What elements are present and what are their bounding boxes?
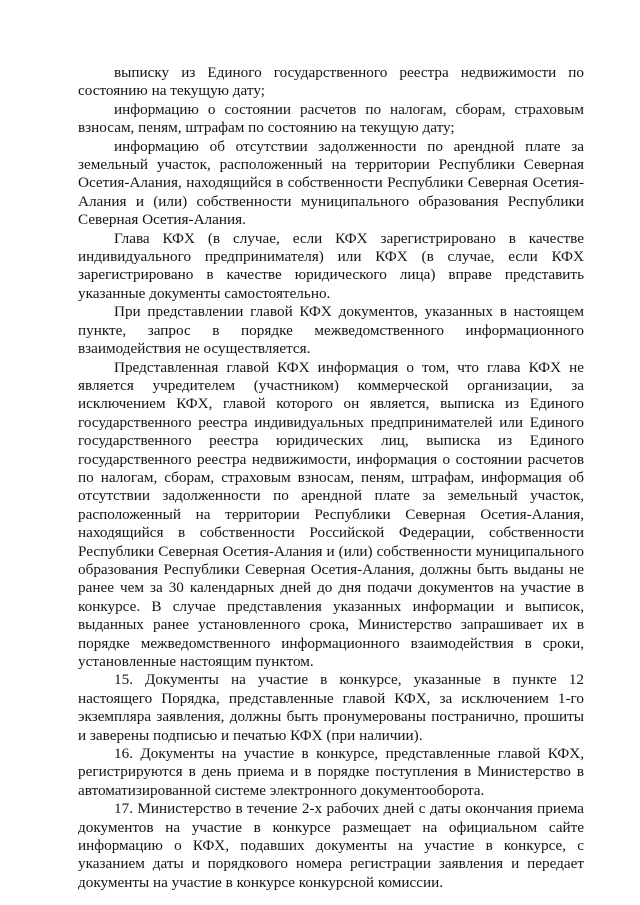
paragraph-item-17: 17. Министерство в течение 2-х рабочих дней с даты окончания приема документов на участие в конкурсе размещает на официальном сайте информацию о КФХ, подавших документы на участие в конкурсе, с указанием даты и порядкового номера регистрации заявления и передает документы на участие в конкурсе конкурсной комиссии. <box>78 800 584 891</box>
paragraph-validity-period: Представленная главой КФХ информация о том, что глава КФХ не является учредителем (участником) коммерческой организации, за исключением КФХ, главой которого он является, выписка из Единого государственного реестра индивидуальных предпринимателей или Единого государственного реестра юридических лиц, выписка из Единого государственного реестра недвижимости, информация о состоянии расчетов по налогам, сборам, страховым взносам, пеням, штрафам, информация об отсутствии задолженности по арендной плате за земельный участок, расположенный на территории Республики Северная Осетия-Алания, находящийся в собственности Российской Федерации, собственности Республики Северная Осетия-Алания и (или) собственности муниципального образования Республики Северная Осетия-Алания, должны быть выданы не ранее чем за 30 календарных дней до дня подачи документов на участие в конкурсе. В случае представления указанных информации и выписок, выданных ранее установленного срока, Министерство запрашивает их в порядке межведомственного информационного взаимодействия в сроки, установленные настоящим пунктом. <box>78 358 584 670</box>
paragraph-self-submission: Глава КФХ (в случае, если КФХ зарегистрировано в качестве индивидуального предпринимателя) или КФХ (в случае, если КФХ зарегистрировано в качестве юридического лица) вправе представить указанные документы самостоятельно. <box>78 229 584 302</box>
paragraph-item-15: 15. Документы на участие в конкурсе, указанные в пункте 12 настоящего Порядка, представленные главой КФХ, за исключением 1-го экземпляра заявления, должны быть пронумерованы постранично, прошиты и заверены подписью и печатью КФХ (при наличии). <box>78 671 584 744</box>
paragraph-item-16: 16. Документы на участие в конкурсе, представленные главой КФХ, регистрируются в день приема и в порядке поступления в Министерство в автоматизированной системе электронного документооборота. <box>78 745 584 799</box>
paragraph-tax-info: информацию о состоянии расчетов по налогам, сборам, страховым взносам, пеням, штрафам по состоянию на текущую дату; <box>78 100 584 137</box>
paragraph-extract-real-estate: выписку из Единого государственного реестра недвижимости по состоянию на текущую дату; <box>78 64 584 100</box>
paragraph-rent-debt-info: информацию об отсутствии задолженности по арендной плате за земельный участок, расположенный на территории Республики Северная Осетия-Алания, находящийся в собственности Республики Северная Осетия-Алания и (или) собственности муниципального образования Республики Северная Осетия-Алания. <box>78 137 584 229</box>
paragraph-no-interagency-request: При представлении главой КФХ документов, указанных в настоящем пункте, запрос в порядке межведомственного информационного взаимодействия не осуществляется. <box>78 303 584 358</box>
